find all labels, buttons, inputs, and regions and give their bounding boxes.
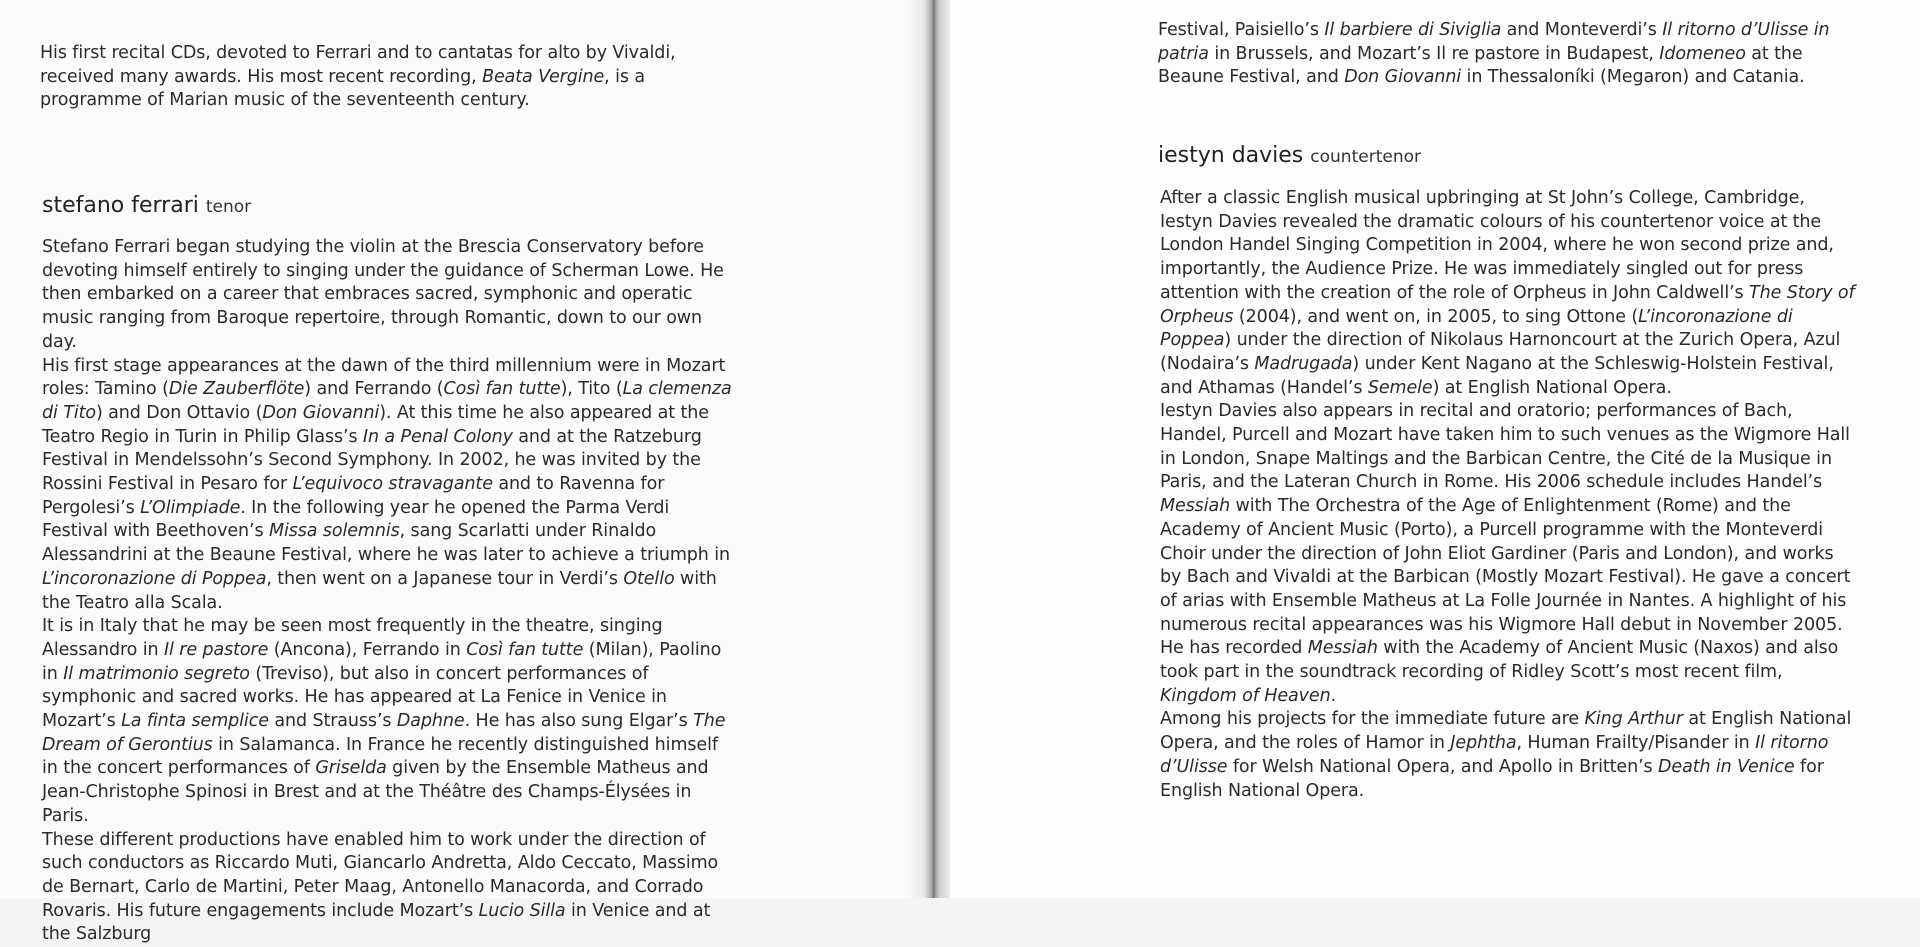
text-run: ) and Ferrando ( xyxy=(304,379,444,400)
right-page xyxy=(950,0,1920,898)
text-run: . He has also sung Elgar’s xyxy=(464,711,694,732)
paragraph xyxy=(1160,708,1855,803)
italic-title: Il re pastore xyxy=(163,639,269,660)
italic-title: Missa solemnis xyxy=(268,521,400,542)
heading-role: tenor xyxy=(205,197,252,217)
section-heading-stefano-ferrari xyxy=(42,192,251,221)
text-run: (Milan), Paolino in xyxy=(42,639,722,684)
paragraph xyxy=(42,829,732,947)
italic-title: L’equivoco stravagante xyxy=(292,474,493,495)
heading-name: iestyn davies xyxy=(1158,143,1304,168)
biography-body xyxy=(42,236,732,947)
italic-title: Don Giovanni xyxy=(262,402,380,423)
text-run: After a classic English musical upbringing at St John’s College, Cambridge, Iestyn Davies revealed the dramatic colours of his countertenor voice at the London Handel Singing Competition in 2004, where he won second prize and, importantly, the Audience Prize. He was immediately singled out for press attention with the creation of the role of Orpheus in John Caldwell’s xyxy=(1160,188,1834,303)
text-run: (2004), and went on, in 2005, to sing Ottone ( xyxy=(1233,306,1639,327)
italic-title: Così fan tutte xyxy=(466,639,584,660)
italic-title: The Story of Orpheus xyxy=(1160,282,1855,327)
text-run: at English National Opera, and the roles of Hamor in xyxy=(1160,709,1852,754)
italic-title: Idomeneo xyxy=(1659,43,1746,64)
italic-title: Daphne xyxy=(396,711,465,732)
italic-title: Così fan tutte xyxy=(443,379,561,400)
text-run: with the Academy of Ancient Music (Naxos) and also took part in the soundtrack recording of Ridley Scott’s most recent film, xyxy=(1160,638,1839,683)
italic-title: L’Olimpiade xyxy=(140,497,241,518)
text-run: and Strauss’s xyxy=(268,711,397,732)
text-run: and Monteverdi’s xyxy=(1501,20,1663,40)
italic-title: Messiah xyxy=(1307,638,1378,659)
paragraph xyxy=(42,355,732,616)
italic-title: La clemenza di Tito xyxy=(42,379,732,423)
intro-paragraph xyxy=(40,42,740,113)
italic-title: Griselda xyxy=(315,758,387,779)
text-run: Festival, Paisiello’s xyxy=(1158,20,1325,40)
text-run: and to Ravenna for Pergolesi’s xyxy=(42,474,665,518)
italic-title: Il barbiere di Siviglia xyxy=(1324,20,1502,40)
text-run: . xyxy=(1330,685,1337,706)
text-run: His first stage appearances at the dawn of the third millennium were in Mozart roles: Tamino ( xyxy=(42,355,726,400)
italic-title: Kingdom of Heaven xyxy=(1160,685,1331,706)
text-run: (Treviso), but also in concert performances of symphonic and sacred works. He has appeared at La Fenice in Venice in Mozart’s xyxy=(42,663,667,732)
paragraph xyxy=(1160,187,1855,400)
text-run: in Salamanca. In France he recently distinguished himself in the concert performances of xyxy=(42,734,718,779)
text-run: for Welsh National Opera, and Apollo in Britten’s xyxy=(1227,756,1659,777)
text-run: , Human Frailty/Pisander in xyxy=(1516,733,1756,754)
text-run: with the Teatro alla Scala. xyxy=(42,568,717,613)
italic-title: Messiah xyxy=(1160,496,1231,517)
text-run: . In the following year he opened the Parma Verdi Festival with Beethoven’s xyxy=(42,497,670,542)
italic-title: L’incoronazione di Poppea xyxy=(1160,306,1793,351)
italic-title: Il ritorno d’Ulisse xyxy=(1160,733,1829,777)
italic-title: Madrugada xyxy=(1254,353,1353,374)
italic-title: Lucio Silla xyxy=(478,900,566,921)
text-run: ), Tito ( xyxy=(560,379,623,400)
italic-title: Jephtha xyxy=(1450,733,1517,754)
text-run: (Ancona), Ferrando in xyxy=(268,639,467,660)
italic-title: The Dream of Gerontius xyxy=(42,711,726,755)
text-run: , sang Scarlatti under Rinaldo Alessandrini at the Beaune Festival, where he was later to achieve a triumph in xyxy=(42,521,731,566)
italic-title: Death in Venice xyxy=(1658,756,1795,777)
text-run: in Thessaloníki (Megaron) and Catania. xyxy=(1461,67,1805,88)
text-run: ) under the direction of Nikolaus Harnoncourt at the Zurich Opera, Azul (Nodaira’s xyxy=(1160,330,1841,374)
heading-role: countertenor xyxy=(1310,147,1421,167)
left-page xyxy=(0,0,930,945)
text-run: at the Beaune Festival, and xyxy=(1158,43,1803,88)
section-heading-iestyn-davies xyxy=(1158,142,1421,171)
text-run: Iestyn Davies also appears in recital and oratorio; performances of Bach, Handel, Purcell and Mozart have taken him to such venues as the Wigmore Hall in London, Snape Maltings and the Barbican Centre, the Cité de la Musique in Paris, and the Lateran Church in Rome. His 2006 schedule includes Handel’s xyxy=(1160,401,1850,493)
continuation-paragraph xyxy=(1158,19,1853,90)
italic-title: Die Zauberflöte xyxy=(168,379,305,400)
text-run: ) under Kent Nagano at the Schleswig-Holstein Festival, and Athamas (Handel’s xyxy=(1160,353,1834,398)
italic-title: Otello xyxy=(623,568,675,589)
italic-title: In a Penal Colony xyxy=(362,426,513,447)
italic-title: Semele xyxy=(1367,377,1433,398)
text-run: and at the Ratzeburg Festival in Mendelssohn’s Second Symphony. In 2002, he was invited by the Rossini Festival in Pesaro for xyxy=(42,426,702,495)
text-run: with The Orchestra of the Age of Enlightenment (Rome) and the Academy of Ancient Music (Porto), a Purcell programme with the Monteverdi Choir under the direction of John Eliot Gardiner (Paris and London), and works by Bach and Vivaldi at the Barbican (Mostly Mozart Festival). He gave a concert of arias with Ensemble Matheus at La Folle Journée in Nantes. A highlight of his numerous recital appearances was his Wigmore Hall debut in November 2005. He has recorded xyxy=(1160,496,1851,659)
text-run: Among his projects for the immediate future are xyxy=(1160,709,1585,730)
text-run: given by the Ensemble Matheus and Jean-Christophe Spinosi in Brest and at the Théâtre des Champs-Élysées in Paris. xyxy=(42,758,709,826)
text-run: in Brussels, and Mozart’s Il re pastore in Budapest, xyxy=(1208,43,1660,64)
text-run: , is a programme of Marian music of the seventeenth century. xyxy=(40,66,645,111)
text-run: ) and Don Ottavio ( xyxy=(95,402,263,423)
italic-title: L’incoronazione di Poppea xyxy=(42,568,267,589)
text-run: , then went on a Japanese tour in Verdi’s xyxy=(266,568,624,589)
italic-title: Don Giovanni xyxy=(1344,67,1462,88)
text-run: These different productions have enabled him to work under the direction of such conductors as Riccardo Muti, Giancarlo Andretta, Aldo Ceccato, Massimo de Bernart, Carlo de Martini, Peter Maag, Antonello Manacorda, and Corrado Rovaris. His future engagements include Mozart’s xyxy=(42,829,719,921)
italic-title: King Arthur xyxy=(1584,709,1683,730)
text-run: for English National Opera. xyxy=(1160,756,1824,801)
text-run: ). At this time he also appeared at the Teatro Regio in Turin in Philip Glass’s xyxy=(42,402,709,447)
italic-title: Il ritorno d’Ulisse in patria xyxy=(1158,20,1830,64)
italic-title: La finta semplice xyxy=(121,711,269,732)
text-run: Stefano Ferrari began studying the violin at the Brescia Conservatory before devoting himself entirely to singing under the guidance of Scherman Lowe. He then embarked on a career that embraces sacred, symphonic and operatic music ranging from Baroque repertoire, through Romantic, down to our own day. xyxy=(42,237,724,352)
italic-title: Il matrimonio segreto xyxy=(63,663,250,684)
paragraph xyxy=(42,236,732,355)
text-run: It is in Italy that he may be seen most frequently in the theatre, singing Alessandro in xyxy=(42,616,663,660)
biography-body xyxy=(1160,187,1855,803)
text-run: ) at English National Opera. xyxy=(1432,377,1672,398)
paragraph xyxy=(42,615,732,828)
text-run: His first recital CDs, devoted to Ferrari and to cantatas for alto by Vivaldi, received many awards. His most recent recording, xyxy=(40,43,676,87)
heading-name: stefano ferrari xyxy=(42,193,199,218)
text-run: in Venice and at the Salzburg xyxy=(42,900,711,945)
paragraph xyxy=(1160,400,1855,708)
italic-title: Beata Vergine xyxy=(482,66,605,87)
